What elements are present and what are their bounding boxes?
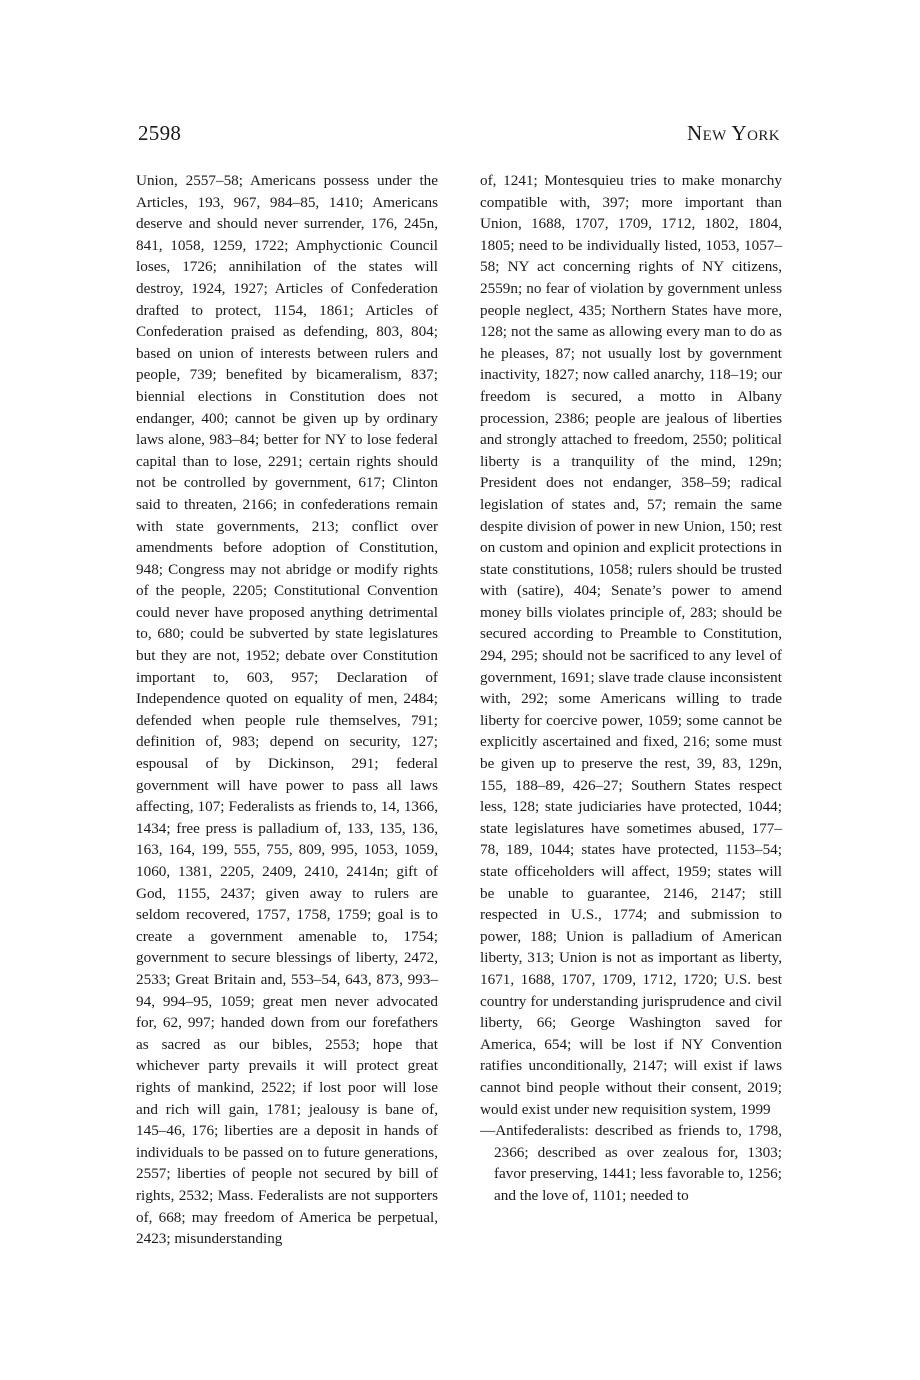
page-number: 2598 — [138, 121, 182, 145]
running-head: New York — [687, 121, 780, 145]
index-column-right — [480, 170, 782, 1207]
index-column-left — [136, 170, 438, 1250]
index-subentry-antifederalists: —Antifederalists: described as friends to, 1798, 2366; described as over zealous for, 1303; favor preserving, 1441; less favorable to, 1256; and the love of, 1101; needed to — [480, 1122, 782, 1204]
index-entry-text: Union, 2557–58; Americans possess under the Articles, 193, 967, 984–85, 1410; Americans deserve and should never surrender, 176, 245n, 841, 1058, 1259, 1722; Amphyctionic Council loses, 1726; annihilation of the states will destroy, 1924, 1927; Articles of Confederation drafted to protect, 1154, 1861; Articles of Confederation praised as defending, 803, 804; based on union of interests between rulers and people, 739; benefited by bicameralism, 837; biennial elections in Constitution does not endanger, 400; cannot be given up by ordinary laws alone, 983–84; better for NY to lose federal capital than to lose, 2291; certain rights should not be controlled by government, 617; Clinton said to threaten, 2166; in confederations remain with state governments, 213; conflict over amendments before adoption of Constitution, 948; Congress may not abridge or modify rights of the people, 2205; Constitutional Convention could never have proposed anything detrimental to, 680; could be subverted by state legislatures but they are not, 1952; debate over Constitution important to, 603, 957; Declaration of Independence quoted on equality of men, 2484; defended when people rule themselves, 791; definition of, 983; depend on security, 127; espousal of by Dickinson, 291; federal government will have power to pass all laws affecting, 107; Federalists as friends to, 14, 1366, 1434; free press is palladium of, 133, 135, 136, 163, 164, 199, 555, 755, 809, 995, 1053, 1059, 1060, 1381, 2205, 2409, 2410, 2414n; gift of God, 1155, 2437; given away to rulers are seldom recovered, 1757, 1758, 1759; goal is to create a government amenable to, 1754; government to secure blessings of liberty, 2472, 2533; Great Britain and, 553–54, 643, 873, 993–94, 994–95, 1059; great men never advocated for, 62, 997; handed down from our forefathers as sacred as our bibles, 2553; hope that whichever party prevails it will protect great rights of mankind, 2522; if lost poor will lose and rich will gain, 1781; jealousy is bane of, 145–46, 176; liberties are a deposit in hands of individuals to be passed on to future generations, 2557; liberties of people not secured by bill of rights, 2532; Mass. Federalists are not supporters of, 668; may freedom of America be perpetual, 2423; misunderstanding — [136, 172, 438, 1248]
index-entry-text: of, 1241; Montesquieu tries to make monarchy compatible with, 397; more important than Union, 1688, 1707, 1709, 1712, 1802, 1804, 1805; need to be individually listed, 1053, 1057–58; NY act concerning rights of NY citizens, 2559n; no fear of violation by government unless people neglect, 435; Northern States have more, 128; not the same as allowing every man to do as he pleases, 87; not usually lost by government inactivity, 1827; now called anarchy, 118–19; our freedom is secured, a motto in Albany procession, 2386; people are jealous of liberties and strongly attached to freedom, 2550; political liberty is a tranquility of the mind, 129n; President does not endanger, 358–59; radical legislation of states and, 57; remain the same despite division of power in new Union, 150; rest on custom and opinion and explicit protections in state constitutions, 1058; rulers should be trusted with (satire), 404; Senate’s power to amend money bills violates principle of, 283; should be secured according to Preamble to Constitution, 294, 295; should not be sacrificed to any level of government, 1691; slave trade clause inconsistent with, 292; some Americans willing to trade liberty for coercive power, 1059; some cannot be explicitly ascertained and fixed, 216; some must be given up to preserve the rest, 39, 83, 129n, 155, 188–89, 426–27; Southern States respect less, 128; state judiciaries have protected, 1044; state legislatures have sometimes abused, 177–78, 189, 1044; states have protected, 1153–54; state officeholders will affect, 1959; states will be unable to guarantee, 2146, 2147; still respected in U.S., 1774; and submission to power, 188; Union is palladium of American liberty, 313; Union is not as important as liberty, 1671, 1688, 1707, 1709, 1712, 1720; U.S. best country for understanding jurisprudence and civil liberty, 66; George Washington saved for America, 654; will be lost if NY Convention ratifies unconditionally, 2147; will exist if laws cannot bind people without their consent, 2019; would exist under new requisition system, 1999 — [480, 172, 782, 1118]
